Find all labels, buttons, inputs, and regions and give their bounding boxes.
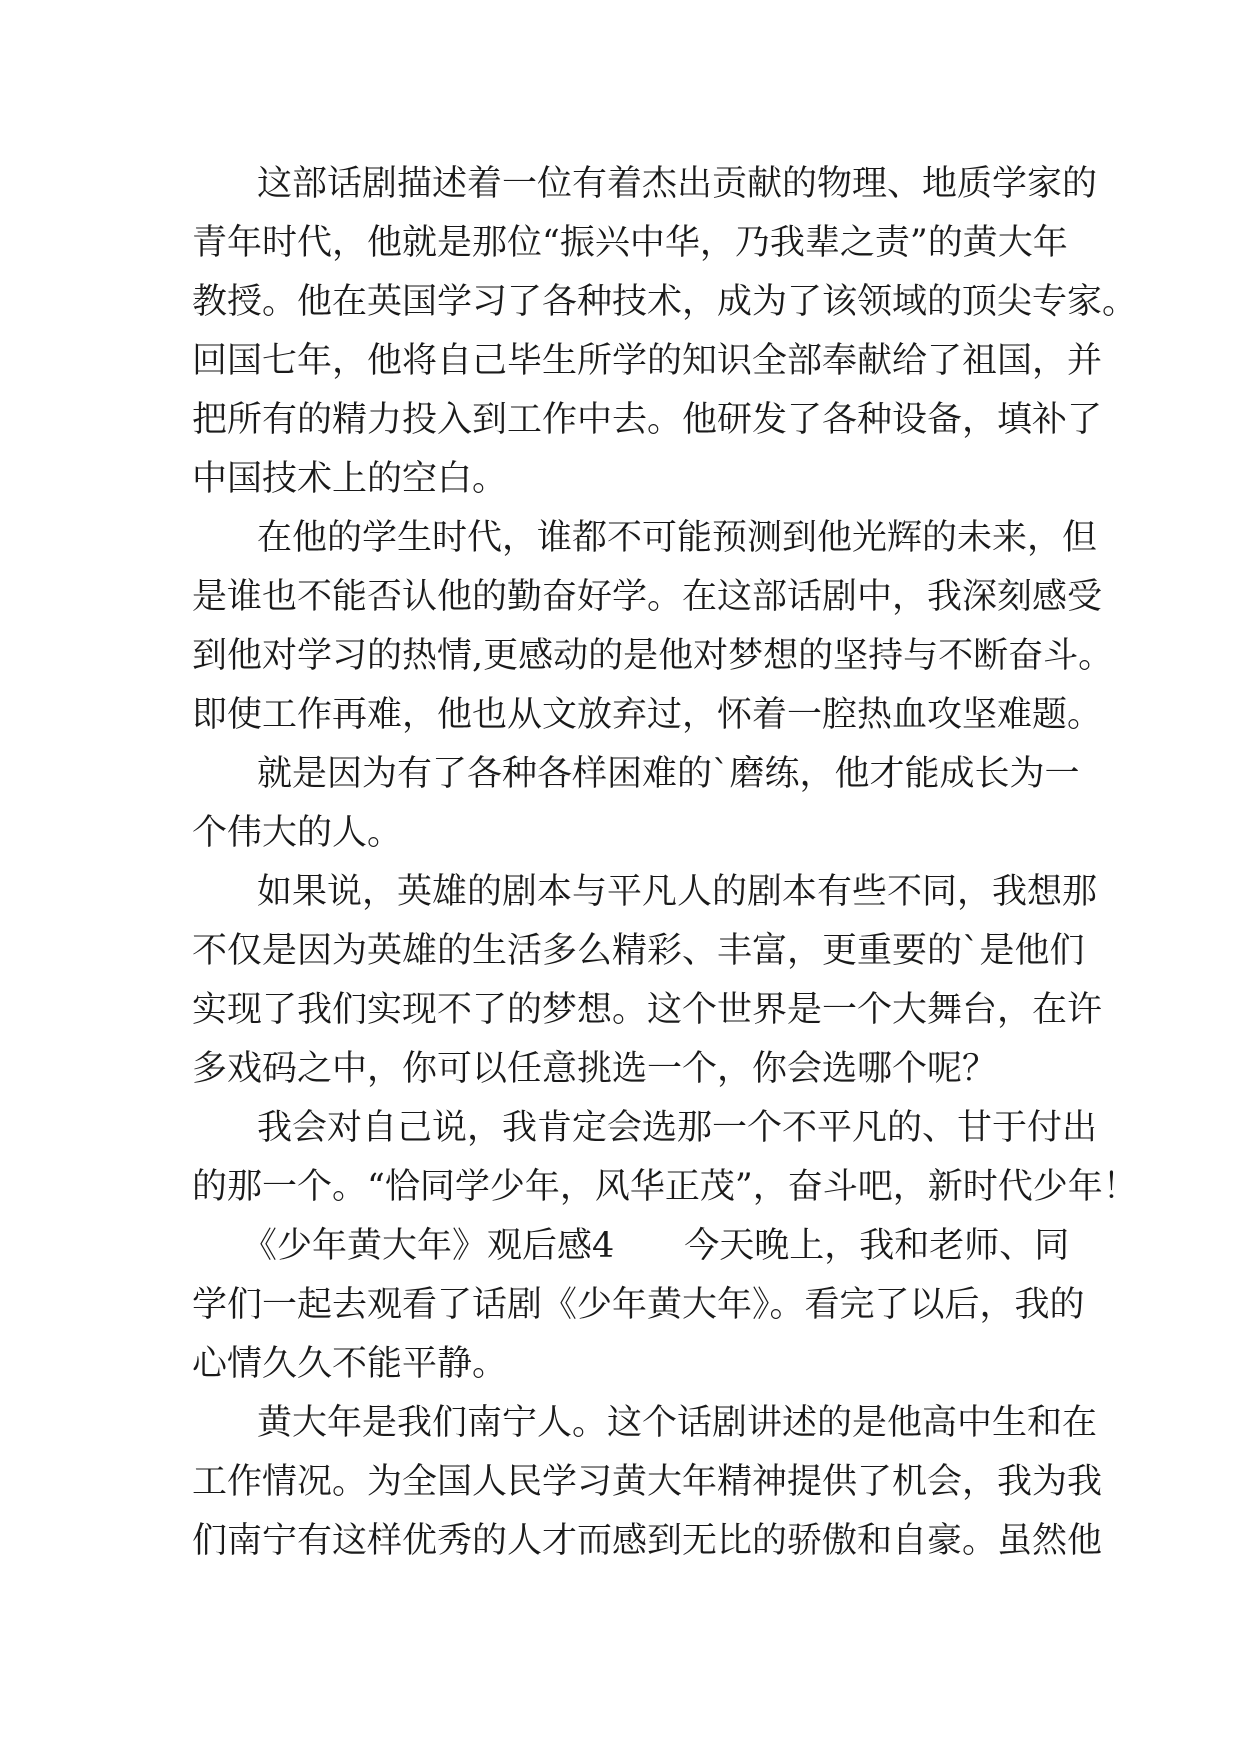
text-line: 我会对自己说，我肯定会选那一个不平凡的、甘于付出	[257, 1108, 1098, 1148]
text-line: 回国七年，他将自己毕生所学的知识全部奉献给了祖国，并	[192, 341, 1103, 381]
text-line: 们南宁有这样优秀的人才而感到无比的骄傲和自豪。虽然他	[192, 1521, 1103, 1561]
text-line: 到他对学习的热情,更感动的是他对梦想的坚持与不断奋斗。	[192, 636, 1114, 676]
text-line: 是谁也不能否认他的勤奋好学。在这部话剧中，我深刻感受	[192, 577, 1103, 617]
text-line: 的那一个。“恰同学少年，风华正茂”，奋斗吧，新时代少年！	[192, 1167, 1138, 1207]
text-line: 学们一起去观看了话剧《少年黄大年》。看完了以后，我的	[192, 1285, 1085, 1325]
text-line: 黄大年是我们南宁人。这个话剧讲述的是他高中生和在	[257, 1403, 1098, 1443]
text-line: 不仅是因为英雄的生活多么精彩、丰富，更重要的`是他们	[192, 931, 1085, 971]
text-line: 在他的学生时代，谁都不可能预测到他光辉的未来，但	[257, 518, 1098, 558]
essay-heading-line: 《少年黄大年》观后感4 今天晚上，我和老师、同	[242, 1226, 1070, 1266]
document-body	[192, 155, 1138, 1571]
text-line: 实现了我们实现不了的梦想。这个世界是一个大舞台，在许	[192, 990, 1103, 1030]
text-line: 这部话剧描述着一位有着杰出贡献的物理、地质学家的	[257, 164, 1098, 204]
text-line: 青年时代，他就是那位“振兴中华，乃我辈之责”的黄大年	[192, 223, 1068, 263]
text-line: 多戏码之中，你可以任意挑选一个，你会选哪个呢？	[192, 1049, 998, 1089]
text-line: 把所有的精力投入到工作中去。他研发了各种设备，填补了	[192, 400, 1103, 440]
text-line: 中国技术上的空白。	[192, 459, 508, 499]
text-line: 教授。他在英国学习了各种技术，成为了该领域的顶尖专家。	[192, 282, 1138, 322]
text-line: 就是因为有了各种各样困难的`磨练，他才能成长为一	[257, 754, 1080, 794]
text-line: 心情久久不能平静。	[192, 1344, 508, 1384]
text-line: 工作情况。为全国人民学习黄大年精神提供了机会，我为我	[192, 1462, 1103, 1502]
text-line: 个伟大的人。	[192, 813, 403, 853]
text-line: 如果说，英雄的剧本与平凡人的剧本有些不同，我想那	[257, 872, 1098, 912]
text-line: 即使工作再难，他也从文放弃过，怀着一腔热血攻坚难题。	[192, 695, 1103, 735]
